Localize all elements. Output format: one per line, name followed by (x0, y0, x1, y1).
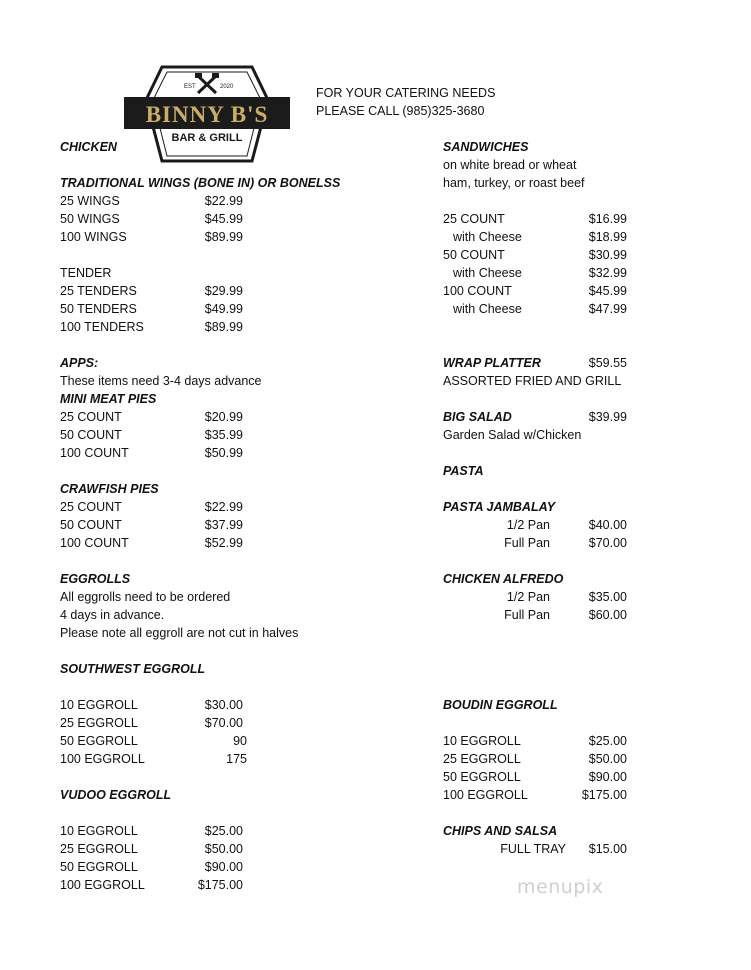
meat-pies-heading: MINI MEAT PIES (60, 392, 157, 406)
catering-phone: PLEASE CALL (985)325-3680 (316, 104, 485, 118)
menu-item-label: 100 EGGROLL (443, 788, 528, 802)
menu-item-label: 50 EGGROLL (60, 734, 138, 748)
menu-item-label: 1/2 Pan (506, 590, 550, 604)
chicken-heading: CHICKEN (60, 140, 117, 154)
menu-item-label: 100 WINGS (60, 230, 127, 244)
wrap-platter-heading: WRAP PLATTER (443, 356, 541, 370)
eggrolls-note-2: 4 days in advance. (60, 608, 165, 622)
menu-item-label: with Cheese (453, 302, 522, 316)
menu-item-price: $175.00 (197, 878, 243, 892)
menu-item-price: $45.99 (588, 284, 627, 298)
menu-item-price: $22.99 (204, 500, 243, 514)
menu-item-price: $47.99 (588, 302, 627, 316)
sandwiches-desc-2: ham, turkey, or roast beef (443, 176, 585, 190)
menu-item-label: 50 TENDERS (60, 302, 137, 316)
sandwiches-heading: SANDWICHES (443, 140, 529, 154)
wrap-platter-price: $59.55 (588, 356, 627, 370)
menu-item-price: $50.00 (588, 752, 627, 766)
menu-item-label: 100 COUNT (60, 446, 129, 460)
menu-item-label: 100 COUNT (443, 284, 512, 298)
menu-item-label: 25 COUNT (443, 212, 505, 226)
menu-item-price: $25.00 (588, 734, 627, 748)
southwest-heading: SOUTHWEST EGGROLL (60, 662, 206, 676)
menu-item-label: 100 TENDERS (60, 320, 144, 334)
menu-item-price: $50.00 (204, 842, 243, 856)
menu-item-price: $89.99 (204, 320, 243, 334)
logo-est: EST (184, 84, 196, 90)
menu-item-price: $70.00 (204, 716, 243, 730)
menu-item-label: 50 COUNT (60, 518, 122, 532)
menu-item-label: 50 EGGROLL (60, 860, 138, 874)
menu-item-price: $16.99 (588, 212, 627, 226)
pasta-jambalay-heading: PASTA JAMBALAY (443, 500, 556, 514)
chips-salsa-heading: CHIPS AND SALSA (443, 824, 558, 838)
menu-item-label: Full Pan (504, 608, 550, 622)
logo-graphic (122, 64, 292, 164)
wrap-platter-desc: ASSORTED FRIED AND GRILL (443, 374, 622, 388)
chicken-alfredo-heading: CHICKEN ALFREDO (443, 572, 564, 586)
menu-item-label: Full Pan (504, 536, 550, 550)
menu-item-label: 50 EGGROLL (443, 770, 521, 784)
menu-item-price: $40.00 (588, 518, 627, 532)
menu-item-label: 25 EGGROLL (443, 752, 521, 766)
menu-item-price: $49.99 (204, 302, 243, 316)
boudin-heading: BOUDIN EGGROLL (443, 698, 558, 712)
sandwiches-desc-1: on white bread or wheat (443, 158, 577, 172)
menu-item-label: 25 WINGS (60, 194, 120, 208)
apps-heading: APPS: (60, 356, 99, 370)
menu-item-price: $45.99 (204, 212, 243, 226)
menu-item-price: 90 (233, 734, 247, 748)
menupix-watermark: menupix (517, 876, 604, 898)
wings-heading: TRADITIONAL WINGS (BONE IN) OR BONELSS (60, 176, 341, 190)
menu-item-label: with Cheese (453, 266, 522, 280)
pasta-heading: PASTA (443, 464, 484, 478)
menu-item-label: 10 EGGROLL (60, 824, 138, 838)
menu-item-label: 25 TENDERS (60, 284, 137, 298)
logo-year: 2020 (220, 84, 234, 90)
menu-item-label: 50 WINGS (60, 212, 120, 226)
big-salad-price: $39.99 (588, 410, 627, 424)
menu-item-price: $22.99 (204, 194, 243, 208)
tender-heading: TENDER (60, 266, 112, 280)
menu-item-price: $15.00 (588, 842, 627, 856)
eggrolls-note-1: All eggrolls need to be ordered (60, 590, 231, 604)
menu-item-price: $70.00 (588, 536, 627, 550)
menu-item-price: $35.99 (204, 428, 243, 442)
menu-item-price: $52.99 (204, 536, 243, 550)
menu-item-price: $18.99 (588, 230, 627, 244)
menu-item-label: 25 COUNT (60, 500, 122, 514)
menu-item-label: 25 COUNT (60, 410, 122, 424)
logo-subtitle: BAR & GRILL (171, 132, 243, 144)
menu-item-price: $30.00 (204, 698, 243, 712)
menu-item-price: $90.00 (588, 770, 627, 784)
menu-item-label: 50 COUNT (443, 248, 505, 262)
menu-item-price: $175.00 (581, 788, 627, 802)
menu-item-label: 25 EGGROLL (60, 716, 138, 730)
menu-item-price: $90.00 (204, 860, 243, 874)
menu-item-label: 25 EGGROLL (60, 842, 138, 856)
menu-item-label: 50 COUNT (60, 428, 122, 442)
menu-item-label: 100 COUNT (60, 536, 129, 550)
menu-item-label: 10 EGGROLL (60, 698, 138, 712)
menu-item-price: $60.00 (588, 608, 627, 622)
eggrolls-note-3: Please note all eggroll are not cut in halves (60, 626, 299, 640)
menu-item-label: with Cheese (453, 230, 522, 244)
menu-item-label: 100 EGGROLL (60, 878, 145, 892)
menu-item-price: $89.99 (204, 230, 243, 244)
restaurant-logo (122, 64, 292, 167)
menu-item-label: 1/2 Pan (506, 518, 550, 532)
menu-item-price: 175 (226, 752, 247, 766)
menu-item-price: $29.99 (204, 284, 243, 298)
menu-item-label: 10 EGGROLL (443, 734, 521, 748)
menu-item-price: $50.99 (204, 446, 243, 460)
menu-item-price: $35.00 (588, 590, 627, 604)
apps-note: These items need 3-4 days advance (60, 374, 262, 388)
menu-item-label: 100 EGGROLL (60, 752, 145, 766)
menu-item-label: FULL TRAY (500, 842, 566, 856)
menu-item-price: $32.99 (588, 266, 627, 280)
vudoo-heading: VUDOO EGGROLL (60, 788, 172, 802)
menu-item-price: $20.99 (204, 410, 243, 424)
logo-name: BINNY B'S (145, 102, 269, 127)
catering-line-1: FOR YOUR CATERING NEEDS (316, 86, 496, 100)
big-salad-heading: BIG SALAD (443, 410, 512, 424)
menu-item-price: $37.99 (204, 518, 243, 532)
eggrolls-heading: EGGROLLS (60, 572, 131, 586)
big-salad-desc: Garden Salad w/Chicken (443, 428, 582, 442)
menu-item-price: $25.00 (204, 824, 243, 838)
menu-item-price: $30.99 (588, 248, 627, 262)
crawfish-heading: CRAWFISH PIES (60, 482, 159, 496)
